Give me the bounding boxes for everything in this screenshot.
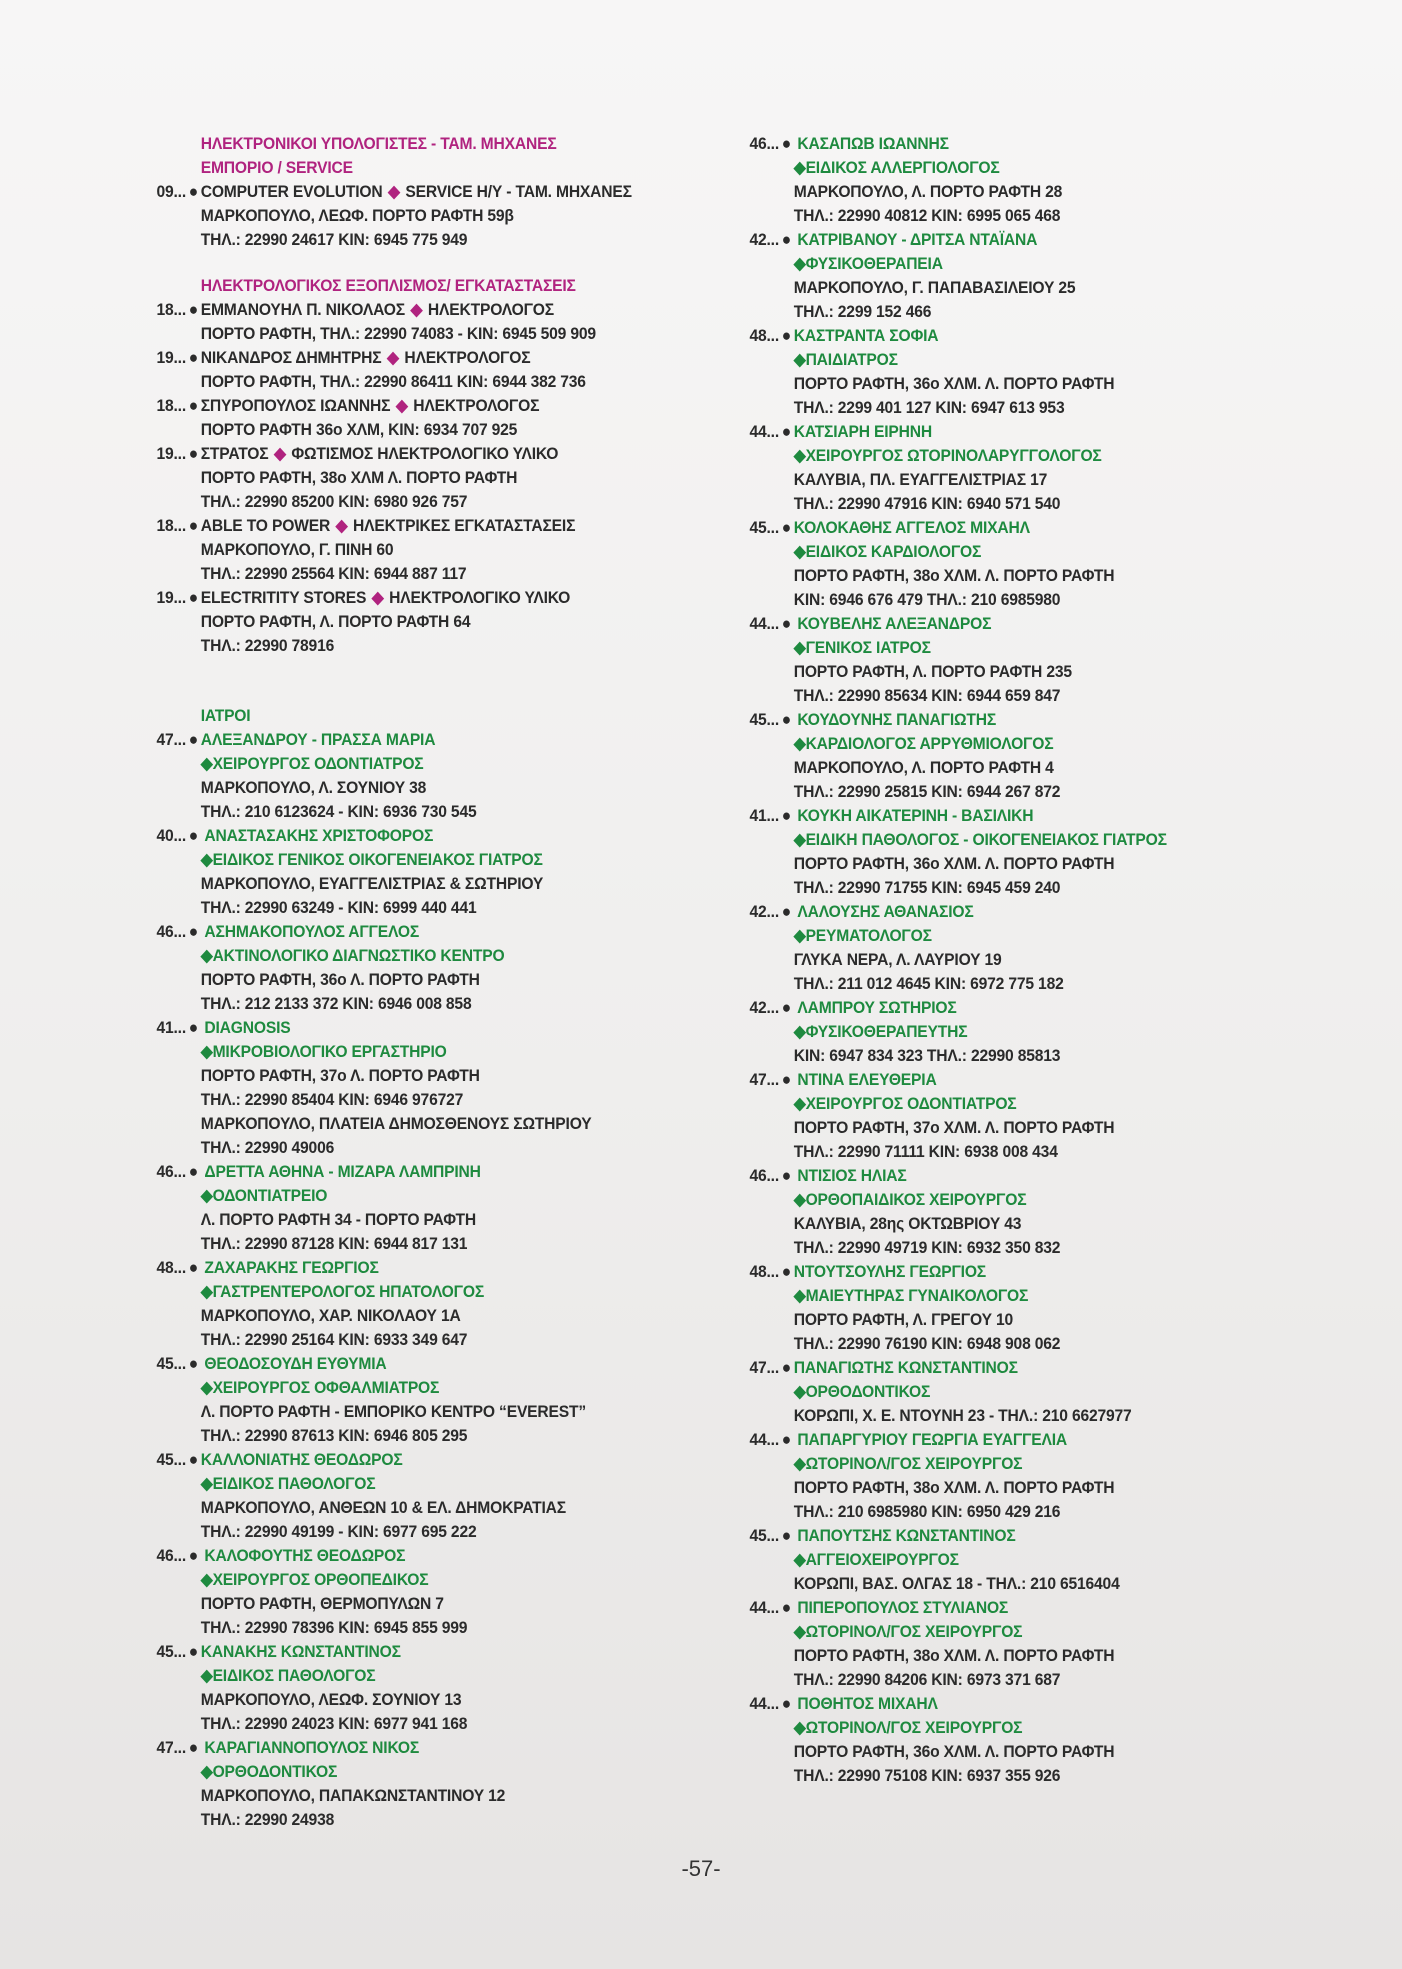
doctor-name: ΝΤΟΥΤΣΟΥΛΗΣ ΓΕΩΡΓΙΟΣ	[793, 1262, 987, 1281]
doctor-listing	[733, 516, 1333, 612]
doctor-listing	[733, 1692, 1333, 1788]
listing-phone: ΤΗΛ.: 22990 24023 ΚΙΝ: 6977 941 168	[200, 1714, 468, 1733]
listing-number: 41...	[749, 806, 779, 825]
doctor-specialty: ◆ΧΕΙΡΟΥΡΓΟΣ ΩΤΟΡΙΝΟΛΑΡΥΓΓΟΛΟΓΟΣ	[793, 446, 1102, 465]
listing-address: ΠΟΡΤΟ ΡΑΦΤΗ, Λ. ΓΡΕΓΟΥ 10	[793, 1310, 1014, 1329]
bullet-icon: ●	[781, 1166, 791, 1185]
listing-name: ΕΜΜΑΝΟΥΗΛ Π. ΝΙΚΟΛΑΟΣ	[200, 300, 405, 319]
listing	[140, 442, 700, 514]
listing-address: ΚΑΛΥΒΙΑ, 28ης ΟΚΤΩΒΡΙΟΥ 43	[793, 1214, 1022, 1233]
doctor-specialty: ◆ΟΡΘΟΠΑΙΔΙΚΟΣ ΧΕΙΡΟΥΡΓΟΣ	[793, 1190, 1027, 1209]
listing-type: ΗΛΕΚΤΡΟΛΟΓΙΚΟ ΥΛΙΚΟ	[389, 588, 571, 607]
doctor-specialty: ◆ΟΡΘΟΔΟΝΤΙΚΟΣ	[200, 1762, 338, 1781]
listing-address: ΜΑΡΚΟΠΟΥΛΟ, Γ. ΠΑΠΑΒΑΣΙΛΕΙΟΥ 25	[793, 278, 1076, 297]
doctor-listing	[140, 1160, 700, 1256]
bullet-icon: ●	[781, 1430, 791, 1449]
listing-phone: ΤΗΛ.: 22990 85404 ΚΙΝ: 6946 976727	[200, 1090, 464, 1109]
listing-address: ΠΟΡΤΟ ΡΑΦΤΗ, 38ο ΧΛΜ. Λ. ΠΟΡΤΟ ΡΑΦΤΗ	[793, 566, 1115, 585]
listing-number: 42...	[749, 902, 779, 921]
listing-phone: ΤΗΛ.: 2299 401 127 ΚΙΝ: 6947 613 953	[793, 398, 1065, 417]
bullet-icon: ●	[188, 396, 198, 415]
bullet-icon: ●	[781, 710, 791, 729]
doctor-listing	[733, 228, 1333, 324]
listing	[140, 180, 700, 252]
bullet-icon: ●	[188, 1450, 198, 1469]
bullet-icon: ●	[188, 300, 198, 319]
doctor-specialty: ◆ΧΕΙΡΟΥΡΓΟΣ ΟΦΘΑΛΜΙΑΤΡΟΣ	[200, 1378, 440, 1397]
diamond-icon: ◆	[386, 348, 399, 367]
listing-address: ΠΟΡΤΟ ΡΑΦΤΗ, ΤΗΛ.: 22990 74083 - ΚΙΝ: 6945 509 909	[200, 324, 596, 343]
listing-address: ΚΑΛΥΒΙΑ, ΠΛ. ΕΥΑΓΓΕΛΙΣΤΡΙΑΣ 17	[793, 470, 1048, 489]
listing-number: 45...	[749, 518, 779, 537]
listing-phone: ΤΗΛ.: 22990 85200 ΚΙΝ: 6980 926 757	[200, 492, 468, 511]
bullet-icon: ●	[188, 730, 198, 749]
doctor-listing	[140, 1544, 700, 1640]
bullet-icon: ●	[188, 922, 198, 941]
listing-number: 42...	[749, 230, 779, 249]
listing-address: ΜΑΡΚΟΠΟΥΛΟ, Γ. ΠΙΝΗ 60	[200, 540, 394, 559]
listing-number: 44...	[749, 614, 779, 633]
listing	[140, 394, 700, 442]
listing-address: ΜΑΡΚΟΠΟΥΛΟ, ΠΑΠΑΚΩΝΣΤΑΝΤΙΝΟΥ 12	[200, 1786, 506, 1805]
listing-phone: ΤΗΛ.: 22990 84206 ΚΙΝ: 6973 371 687	[793, 1670, 1061, 1689]
doctor-listing	[733, 1524, 1333, 1596]
bullet-icon: ●	[188, 588, 198, 607]
listing-type: ΗΛΕΚΤΡΟΛΟΓΟΣ	[427, 300, 554, 319]
listing-number: 46...	[749, 134, 779, 153]
listing-address: ΠΟΡΤΟ ΡΑΦΤΗ, 37ο ΧΛΜ. Λ. ΠΟΡΤΟ ΡΑΦΤΗ	[793, 1118, 1115, 1137]
listing-phone: ΤΗΛ.: 22990 76190 ΚΙΝ: 6948 908 062	[793, 1334, 1061, 1353]
doctor-listing	[140, 728, 700, 824]
bullet-icon: ●	[188, 1354, 198, 1373]
listing-type: SERVICE Η/Υ - ΤΑΜ. ΜΗΧΑΝΕΣ	[405, 182, 632, 201]
section-heading: ΗΛΕΚΤΡΟΛΟΓΙΚΟΣ ΕΞΟΠΛΙΣΜΟΣ/ ΕΓΚΑΤΑΣΤΑΣΕΙΣ	[200, 276, 576, 295]
listing-address: ΜΑΡΚΟΠΟΥΛΟ, ΕΥΑΓΓΕΛΙΣΤΡΙΑΣ & ΣΩΤΗΡΙΟΥ	[200, 874, 544, 893]
doctor-listing	[140, 1256, 700, 1352]
bullet-icon: ●	[188, 826, 198, 845]
listing-number: 45...	[156, 1450, 186, 1469]
doctor-name: ΠΟΘΗΤΟΣ ΜΙΧΑΗΛ	[797, 1694, 938, 1713]
bullet-icon: ●	[781, 1070, 791, 1089]
listing-number: 47...	[749, 1070, 779, 1089]
listing-number: 45...	[749, 710, 779, 729]
listing-number: 42...	[749, 998, 779, 1017]
listing-address: ΜΑΡΚΟΠΟΥΛΟ, ΛΕΩΦ. ΣΟΥΝΙΟΥ 13	[200, 1690, 462, 1709]
listing-number: 19...	[156, 588, 186, 607]
listing-phone: ΤΗΛ.: 22990 25564 ΚΙΝ: 6944 887 117	[200, 564, 467, 583]
bullet-icon: ●	[781, 326, 791, 345]
bullet-icon: ●	[188, 1018, 198, 1037]
listing-number: 46...	[749, 1166, 779, 1185]
doctor-name: ΚΑΤΣΙΑΡΗ ΕΙΡΗΝΗ	[793, 422, 933, 441]
listing-address: ΠΟΡΤΟ ΡΑΦΤΗ, 36ο ΧΛΜ. Λ. ΠΟΡΤΟ ΡΑΦΤΗ	[793, 374, 1115, 393]
doctor-name: ΠΙΠΕΡΟΠΟΥΛΟΣ ΣΤΥΛΙΑΝΟΣ	[797, 1598, 1009, 1617]
doctor-listing	[733, 1260, 1333, 1356]
listing-number: 47...	[156, 730, 186, 749]
listing-number: 48...	[749, 1262, 779, 1281]
diamond-icon: ◆	[388, 182, 400, 201]
bullet-icon: ●	[781, 998, 791, 1017]
listing	[140, 514, 700, 586]
doctor-specialty: ◆ΧΕΙΡΟΥΡΓΟΣ ΟΡΘΟΠΕΔΙΚΟΣ	[200, 1570, 429, 1589]
doctor-name: ΚΟΥΔΟΥΝΗΣ ΠΑΝΑΓΙΩΤΗΣ	[797, 710, 997, 729]
listing-address: ΜΑΡΚΟΠΟΥΛΟ, ΧΑΡ. ΝΙΚΟΛΑΟΥ 1Α	[200, 1306, 461, 1325]
listing-address: ΓΛΥΚΑ ΝΕΡΑ, Λ. ΛΑΥΡΙΟΥ 19	[793, 950, 1002, 969]
listing-phone: ΤΗΛ.: 22990 71755 ΚΙΝ: 6945 459 240	[793, 878, 1061, 897]
listing-address: ΠΟΡΤΟ ΡΑΦΤΗ, 38ο ΧΛΜ. Λ. ΠΟΡΤΟ ΡΑΦΤΗ	[793, 1646, 1115, 1665]
doctor-specialty: ◆ΓΕΝΙΚΟΣ ΙΑΤΡΟΣ	[793, 638, 931, 657]
listing-address: ΠΟΡΤΟ ΡΑΦΤΗ, 38ο ΧΛΜ Λ. ΠΟΡΤΟ ΡΑΦΤΗ	[200, 468, 518, 487]
bullet-icon: ●	[188, 1162, 198, 1181]
listing-type: ΗΛΕΚΤΡΟΛΟΓΟΣ	[404, 348, 531, 367]
bullet-icon: ●	[781, 1358, 791, 1377]
doctor-name: ΝΤΙΣΙΟΣ ΗΛΙΑΣ	[797, 1166, 907, 1185]
listing-phone: ΤΗΛ.: 211 012 4645 ΚΙΝ: 6972 775 182	[793, 974, 1064, 993]
doctor-name: ΚΟΥΒΕΛΗΣ ΑΛΕΞΑΝΔΡΟΣ	[797, 614, 992, 633]
doctor-listing	[140, 1736, 700, 1832]
listing-phone: ΤΗΛ.: 22990 85634 ΚΙΝ: 6944 659 847	[793, 686, 1061, 705]
doctor-name: ΚΑΛΟΦΟΥΤΗΣ ΘΕΟΔΩΡΟΣ	[204, 1546, 406, 1565]
listing	[140, 298, 700, 346]
bullet-icon: ●	[781, 518, 791, 537]
doctor-name: ΚΑΝΑΚΗΣ ΚΩΝΣΤΑΝΤΙΝΟΣ	[200, 1642, 401, 1661]
doctor-listing	[733, 900, 1333, 996]
doctor-specialty: ◆ΑΚΤΙΝΟΛΟΓΙΚΟ ΔΙΑΓΝΩΣΤΙΚΟ ΚΕΝΤΡΟ	[200, 946, 505, 965]
bullet-icon: ●	[781, 902, 791, 921]
listing-number: 47...	[156, 1738, 186, 1757]
doctor-name: ΑΝΑΣΤΑΣΑΚΗΣ ΧΡΙΣΤΟΦΟΡΟΣ	[204, 826, 434, 845]
doctor-specialty: ◆ΟΔΟΝΤΙΑΤΡΕΙΟ	[200, 1186, 328, 1205]
listing-address: ΠΟΡΤΟ ΡΑΦΤΗ, ΤΗΛ.: 22990 86411 ΚΙΝ: 6944 382 736	[200, 372, 586, 391]
listing-address: ΚΟΡΩΠΙ, ΒΑΣ. ΟΛΓΑΣ 18 - ΤΗΛ.: 210 6516404	[793, 1574, 1120, 1593]
page-number: -57-	[681, 1856, 721, 1881]
doctor-listing	[733, 132, 1333, 228]
doctor-specialty: ◆ΕΙΔΙΚΗ ΠΑΘΟΛΟΓΟΣ - ΟΙΚΟΓΕΝΕΙΑΚΟΣ ΓΙΑΤΡΟΣ	[793, 830, 1167, 849]
listing-phone: ΤΗΛ.: 22990 25815 ΚΙΝ: 6944 267 872	[793, 782, 1061, 801]
bullet-icon: ●	[781, 1598, 791, 1617]
listing-address: ΠΟΡΤΟ ΡΑΦΤΗ, ΘΕΡΜΟΠΥΛΩΝ 7	[200, 1594, 444, 1613]
bullet-icon: ●	[781, 1262, 791, 1281]
doctor-specialty: ◆ΕΙΔΙΚΟΣ ΚΑΡΔΙΟΛΟΓΟΣ	[793, 542, 982, 561]
listing-address: ΜΑΡΚΟΠΟΥΛΟ, Λ. ΠΟΡΤΟ ΡΑΦΤΗ 28	[793, 182, 1063, 201]
listing-phone: ΚΙΝ: 6946 676 479 ΤΗΛ.: 210 6985980	[793, 590, 1061, 609]
section-heading: ΗΛΕΚΤΡΟΝΙΚΟΙ ΥΠΟΛΟΓΙΣΤΕΣ - ΤΑΜ. ΜΗΧΑΝΕΣ	[200, 134, 557, 153]
doctor-listing	[733, 1356, 1333, 1428]
listing-number: 44...	[749, 1598, 779, 1617]
doctor-specialty: ◆ΩΤΟΡΙΝΟΛ/ΓΟΣ ΧΕΙΡΟΥΡΓΟΣ	[793, 1454, 1023, 1473]
doctor-listing	[733, 1428, 1333, 1524]
listing-type: ΦΩΤΙΣΜΟΣ ΗΛΕΚΤΡΟΛΟΓΙΚΟ ΥΛΙΚΟ	[291, 444, 559, 463]
listing-phone: ΤΗΛ.: 22990 47916 ΚΙΝ: 6940 571 540	[793, 494, 1061, 513]
doctor-specialty: ◆ΧΕΙΡΟΥΡΓΟΣ ΟΔΟΝΤΙΑΤΡΟΣ	[200, 754, 424, 773]
doctor-specialty: ◆ΚΑΡΔΙΟΛΟΓΟΣ ΑΡΡΥΘΜΙΟΛΟΓΟΣ	[793, 734, 1054, 753]
doctor-listing	[140, 1448, 700, 1544]
listing-phone: ΤΗΛ.: 22990 49719 ΚΙΝ: 6932 350 832	[793, 1238, 1061, 1257]
doctor-listing	[733, 804, 1333, 900]
listing-address: ΠΟΡΤΟ ΡΑΦΤΗ, Λ. ΠΟΡΤΟ ΡΑΦΤΗ 64	[200, 612, 471, 631]
doctor-listing	[733, 420, 1333, 516]
listing-phone: ΤΗΛ.: 212 2133 372 ΚΙΝ: 6946 008 858	[200, 994, 472, 1013]
doctor-specialty: ◆ΧΕΙΡΟΥΡΓΟΣ ΟΔΟΝΤΙΑΤΡΟΣ	[793, 1094, 1017, 1113]
listing-phone: ΤΗΛ.: 210 6123624 - ΚΙΝ: 6936 730 545	[200, 802, 477, 821]
bullet-icon: ●	[188, 1258, 198, 1277]
listing-address: ΠΟΡΤΟ ΡΑΦΤΗ, 37ο Λ. ΠΟΡΤΟ ΡΑΦΤΗ	[200, 1066, 480, 1085]
bullet-icon: ●	[781, 806, 791, 825]
listing-address: ΠΟΡΤΟ ΡΑΦΤΗ, 36ο ΧΛΜ. Λ. ΠΟΡΤΟ ΡΑΦΤΗ	[793, 1742, 1115, 1761]
doctor-specialty: ◆ΠΑΙΔΙΑΤΡΟΣ	[793, 350, 898, 369]
listing-phone: ΤΗΛ.: 22990 87613 ΚΙΝ: 6946 805 295	[200, 1426, 468, 1445]
doctor-name: DIAGNOSIS	[204, 1018, 291, 1037]
doctor-name: ΠΑΝΑΓΙΩΤΗΣ ΚΩΝΣΤΑΝΤΙΝΟΣ	[793, 1358, 1018, 1377]
listing-phone: ΤΗΛ.: 2299 152 466	[793, 302, 932, 321]
bullet-icon: ●	[188, 444, 198, 463]
listing-address: ΠΟΡΤΟ ΡΑΦΤΗ, 36ο Λ. ΠΟΡΤΟ ΡΑΦΤΗ	[200, 970, 480, 989]
doctor-specialty: ◆ΑΓΓΕΙΟΧΕΙΡΟΥΡΓΟΣ	[793, 1550, 959, 1569]
listing-phone: ΤΗΛ.: 22990 24938	[200, 1810, 335, 1829]
doctor-specialty: ◆ΜΙΚΡΟΒΙΟΛΟΓΙΚΟ ΕΡΓΑΣΤΗΡΙΟ	[200, 1042, 447, 1061]
listing-phone: ΤΗΛ.: 22990 40812 ΚΙΝ: 6995 065 468	[793, 206, 1061, 225]
listing-address: ΠΟΡΤΟ ΡΑΦΤΗ 36ο ΧΛΜ, ΚΙΝ: 6934 707 925	[200, 420, 518, 439]
listing-number: 40...	[156, 826, 186, 845]
listing-number: 48...	[749, 326, 779, 345]
bullet-icon: ●	[188, 1642, 198, 1661]
listing-phone: ΤΗΛ.: 22990 49006	[200, 1138, 335, 1157]
doctor-listing	[140, 920, 700, 1016]
listing-number: 09...	[156, 182, 186, 201]
listing-number: 45...	[156, 1354, 186, 1373]
listing-number: 19...	[156, 444, 186, 463]
doctor-name: ΚΑΤΡΙΒΑΝΟΥ - ΔΡΙΤΣΑ ΝΤΑΪΑΝΑ	[797, 230, 1038, 249]
doctor-name: ΘΕΟΔΟΣΟΥΔΗ ΕΥΘΥΜΙΑ	[204, 1354, 387, 1373]
doctor-specialty: ◆ΕΙΔΙΚΟΣ ΑΛΛΕΡΓΙΟΛΟΓΟΣ	[793, 158, 1000, 177]
doctor-listing	[733, 708, 1333, 804]
bullet-icon: ●	[781, 230, 791, 249]
listing-number: 18...	[156, 516, 186, 535]
listing-number: 46...	[156, 1162, 186, 1181]
diamond-icon: ◆	[410, 300, 423, 319]
listing-name: ELECTRITITY STORES	[200, 588, 367, 607]
listing-address: ΜΑΡΚΟΠΟΥΛΟ, ΠΛΑΤΕΙΑ ΔΗΜΟΣΘΕΝΟΥΣ ΣΩΤΗΡΙΟΥ	[200, 1114, 592, 1133]
listing-phone: ΤΗΛ.: 22990 71111 ΚΙΝ: 6938 008 434	[793, 1142, 1058, 1161]
listing-phone: ΚΙΝ: 6947 834 323 ΤΗΛ.: 22990 85813	[793, 1046, 1061, 1065]
listing-name: ABLE TO POWER	[200, 516, 331, 535]
doctor-listing	[733, 1068, 1333, 1164]
listing-address: Λ. ΠΟΡΤΟ ΡΑΦΤΗ 34 - ΠΟΡΤΟ ΡΑΦΤΗ	[200, 1210, 476, 1229]
listing-address: ΜΑΡΚΟΠΟΥΛΟ, ΑΝΘΕΩΝ 10 & ΕΛ. ΔΗΜΟΚΡΑΤΙΑΣ	[200, 1498, 566, 1517]
doctor-name: ΚΑΡΑΓΙΑΝΝΟΠΟΥΛΟΣ ΝΙΚΟΣ	[204, 1738, 420, 1757]
doctor-name: ΛΑΛΟΥΣΗΣ ΑΘΑΝΑΣΙΟΣ	[797, 902, 974, 921]
listing-phone: ΤΗΛ.: 22990 78916	[200, 636, 335, 655]
listing-address: ΚΟΡΩΠΙ, Χ. Ε. ΝΤΟΥΝΗ 23 - ΤΗΛ.: 210 6627977	[793, 1406, 1132, 1425]
listing-phone: ΤΗΛ.: 22990 25164 ΚΙΝ: 6933 349 647	[200, 1330, 468, 1349]
doctor-name: ΛΑΜΠΡΟΥ ΣΩΤΗΡΙΟΣ	[797, 998, 957, 1017]
left-column	[140, 132, 700, 1832]
doctor-listing	[733, 1164, 1333, 1260]
doctor-listing	[140, 1016, 700, 1160]
listing-number: 47...	[749, 1358, 779, 1377]
doctor-specialty: ◆ΦΥΣΙΚΟΘΕΡΑΠΕΥΤΗΣ	[793, 1022, 968, 1041]
listing-name: ΣΠΥΡΟΠΟΥΛΟΣ ΙΩΑΝΝΗΣ	[200, 396, 391, 415]
listing-address: ΜΑΡΚΟΠΟΥΛΟ, ΛΕΩΦ. ΠΟΡΤΟ ΡΑΦΤΗ 59β	[200, 206, 514, 225]
bullet-icon: ●	[781, 1694, 791, 1713]
doctor-name: ΚΑΣΤΡΑΝΤΑ ΣΟΦΙΑ	[793, 326, 939, 345]
doctor-specialty: ◆ΩΤΟΡΙΝΟΛ/ΓΟΣ ΧΕΙΡΟΥΡΓΟΣ	[793, 1622, 1023, 1641]
doctor-specialty: ◆ΜΑΙΕΥΤΗΡΑΣ ΓΥΝΑΙΚΟΛΟΓΟΣ	[793, 1286, 1029, 1305]
listing-number: 44...	[749, 1694, 779, 1713]
doctor-specialty: ◆ΦΥΣΙΚΟΘΕΡΑΠΕΙΑ	[793, 254, 943, 273]
listing-address: Λ. ΠΟΡΤΟ ΡΑΦΤΗ - ΕΜΠΟΡΙΚΟ ΚΕΝΤΡΟ “EVEREST”	[200, 1402, 587, 1421]
listing-phone: ΤΗΛ.: 22990 75108 ΚΙΝ: 6937 355 926	[793, 1766, 1061, 1785]
listing-phone: ΤΗΛ.: 22990 78396 ΚΙΝ: 6945 855 999	[200, 1618, 468, 1637]
doctor-name: ΠΑΠΑΡΓΥΡΙΟΥ ΓΕΩΡΓΙΑ ΕΥΑΓΓΕΛΙΑ	[797, 1430, 1068, 1449]
listing-number: 44...	[749, 422, 779, 441]
listing-number: 45...	[749, 1526, 779, 1545]
listing-number: 18...	[156, 396, 186, 415]
doctor-name: ΔΡΕΤΤΑ ΑΘΗΝΑ - ΜΙΖΑΡΑ ΛΑΜΠΡΙΝΗ	[204, 1162, 481, 1181]
diamond-icon: ◆	[273, 444, 286, 463]
doctor-listing	[733, 1596, 1333, 1692]
listing-name: COMPUTER EVOLUTION	[200, 182, 383, 201]
right-column	[733, 132, 1333, 1788]
listing-number: 45...	[156, 1642, 186, 1661]
listing	[140, 586, 700, 658]
doctor-specialty: ◆ΩΤΟΡΙΝΟΛ/ΓΟΣ ΧΕΙΡΟΥΡΓΟΣ	[793, 1718, 1023, 1737]
doctor-name: ΚΟΛΟΚΑΘΗΣ ΑΓΓΕΛΟΣ ΜΙΧΑΗΛ	[793, 518, 1030, 537]
bullet-icon: ●	[188, 348, 198, 367]
listing-address: ΠΟΡΤΟ ΡΑΦΤΗ, 38ο ΧΛΜ. Λ. ΠΟΡΤΟ ΡΑΦΤΗ	[793, 1478, 1115, 1497]
listing-phone: ΤΗΛ.: 22990 63249 - ΚΙΝ: 6999 440 441	[200, 898, 477, 917]
bullet-icon: ●	[781, 134, 791, 153]
listing-phone: ΤΗΛ.: 210 6985980 ΚΙΝ: 6950 429 216	[793, 1502, 1061, 1521]
listing-address: ΠΟΡΤΟ ΡΑΦΤΗ, 36ο ΧΛΜ. Λ. ΠΟΡΤΟ ΡΑΦΤΗ	[793, 854, 1115, 873]
bullet-icon: ●	[188, 1738, 198, 1757]
listing-number: 48...	[156, 1258, 186, 1277]
listing-number: 46...	[156, 922, 186, 941]
listing-number: 18...	[156, 300, 186, 319]
doctor-listing	[733, 612, 1333, 708]
bullet-icon: ●	[781, 1526, 791, 1545]
bullet-icon: ●	[781, 614, 791, 633]
bullet-icon: ●	[781, 422, 791, 441]
doctor-specialty: ◆ΕΙΔΙΚΟΣ ΓΕΝΙΚΟΣ ΟΙΚΟΓΕΝΕΙΑΚΟΣ ΓΙΑΤΡΟΣ	[200, 850, 543, 869]
listing-number: 46...	[156, 1546, 186, 1565]
doctor-listing	[140, 1640, 700, 1736]
doctor-listing	[733, 324, 1333, 420]
listing-type: ΗΛΕΚΤΡΙΚΕΣ ΕΓΚΑΤΑΣΤΑΣΕΙΣ	[353, 516, 576, 535]
diamond-icon: ◆	[371, 588, 384, 607]
listing-phone: ΤΗΛ.: 22990 87128 ΚΙΝ: 6944 817 131	[200, 1234, 468, 1253]
doctor-listing	[733, 996, 1333, 1068]
bullet-icon: ●	[188, 516, 198, 535]
listing	[140, 346, 700, 394]
listing-number: 41...	[156, 1018, 186, 1037]
listing-name: ΝΙΚΑΝΔΡΟΣ ΔΗΜΗΤΡΗΣ	[200, 348, 382, 367]
doctor-name: ΚΑΣΑΠΩΒ ΙΩΑΝΝΗΣ	[797, 134, 949, 153]
doctor-name: ΚΟΥΚΗ ΑΙΚΑΤΕΡΙΝΗ - ΒΑΣΙΛΙΚΗ	[797, 806, 1034, 825]
listing-phone: ΤΗΛ.: 22990 24617 ΚΙΝ: 6945 775 949	[200, 230, 468, 249]
doctor-name: ΖΑΧΑΡΑΚΗΣ ΓΕΩΡΓΙΟΣ	[204, 1258, 379, 1277]
doctor-specialty: ◆ΕΙΔΙΚΟΣ ΠΑΘΟΛΟΓΟΣ	[200, 1666, 376, 1685]
doctor-specialty: ◆ΡΕΥΜΑΤΟΛΟΓΟΣ	[793, 926, 932, 945]
doctor-listing	[140, 1352, 700, 1448]
doctor-name: ΠΑΠΟΥΤΣΗΣ ΚΩΝΣΤΑΝΤΙΝΟΣ	[797, 1526, 1016, 1545]
section-subheading: ΕΜΠΟΡΙΟ / SERVICE	[200, 158, 353, 177]
bullet-icon: ●	[188, 1546, 198, 1565]
bullet-icon: ●	[188, 182, 198, 201]
listing-address: ΜΑΡΚΟΠΟΥΛΟ, Λ. ΠΟΡΤΟ ΡΑΦΤΗ 4	[793, 758, 1054, 777]
doctor-listing	[140, 824, 700, 920]
listing-number: 44...	[749, 1430, 779, 1449]
listing-address: ΜΑΡΚΟΠΟΥΛΟ, Λ. ΣΟΥΝΙΟΥ 38	[200, 778, 427, 797]
doctor-name: ΑΣΗΜΑΚΟΠΟΥΛΟΣ ΑΓΓΕΛΟΣ	[204, 922, 420, 941]
diamond-icon: ◆	[335, 516, 348, 535]
doctor-specialty: ◆ΕΙΔΙΚΟΣ ΠΑΘΟΛΟΓΟΣ	[200, 1474, 376, 1493]
listing-phone: ΤΗΛ.: 22990 49199 - ΚΙΝ: 6977 695 222	[200, 1522, 477, 1541]
doctor-name: ΚΑΛΛΟΝΙΑΤΗΣ ΘΕΟΔΩΡΟΣ	[200, 1450, 403, 1469]
doctor-name: ΑΛΕΞΑΝΔΡΟΥ - ΠΡΑΣΣΑ ΜΑΡΙΑ	[200, 730, 436, 749]
section-heading-doctors: ΙΑΤΡΟΙ	[200, 706, 251, 725]
doctor-specialty: ◆ΓΑΣΤΡΕΝΤΕΡΟΛΟΓΟΣ ΗΠΑΤΟΛΟΓΟΣ	[200, 1282, 485, 1301]
listing-number: 19...	[156, 348, 186, 367]
doctor-name: ΝΤΙΝΑ ΕΛΕΥΘΕΡΙΑ	[797, 1070, 937, 1089]
listing-address: ΠΟΡΤΟ ΡΑΦΤΗ, Λ. ΠΟΡΤΟ ΡΑΦΤΗ 235	[793, 662, 1072, 681]
diamond-icon: ◆	[395, 396, 408, 415]
listing-name: ΣΤΡΑΤΟΣ	[200, 444, 269, 463]
listing-type: ΗΛΕΚΤΡΟΛΟΓΟΣ	[413, 396, 540, 415]
doctor-specialty: ◆ΟΡΘΟΔΟΝΤΙΚΟΣ	[793, 1382, 931, 1401]
